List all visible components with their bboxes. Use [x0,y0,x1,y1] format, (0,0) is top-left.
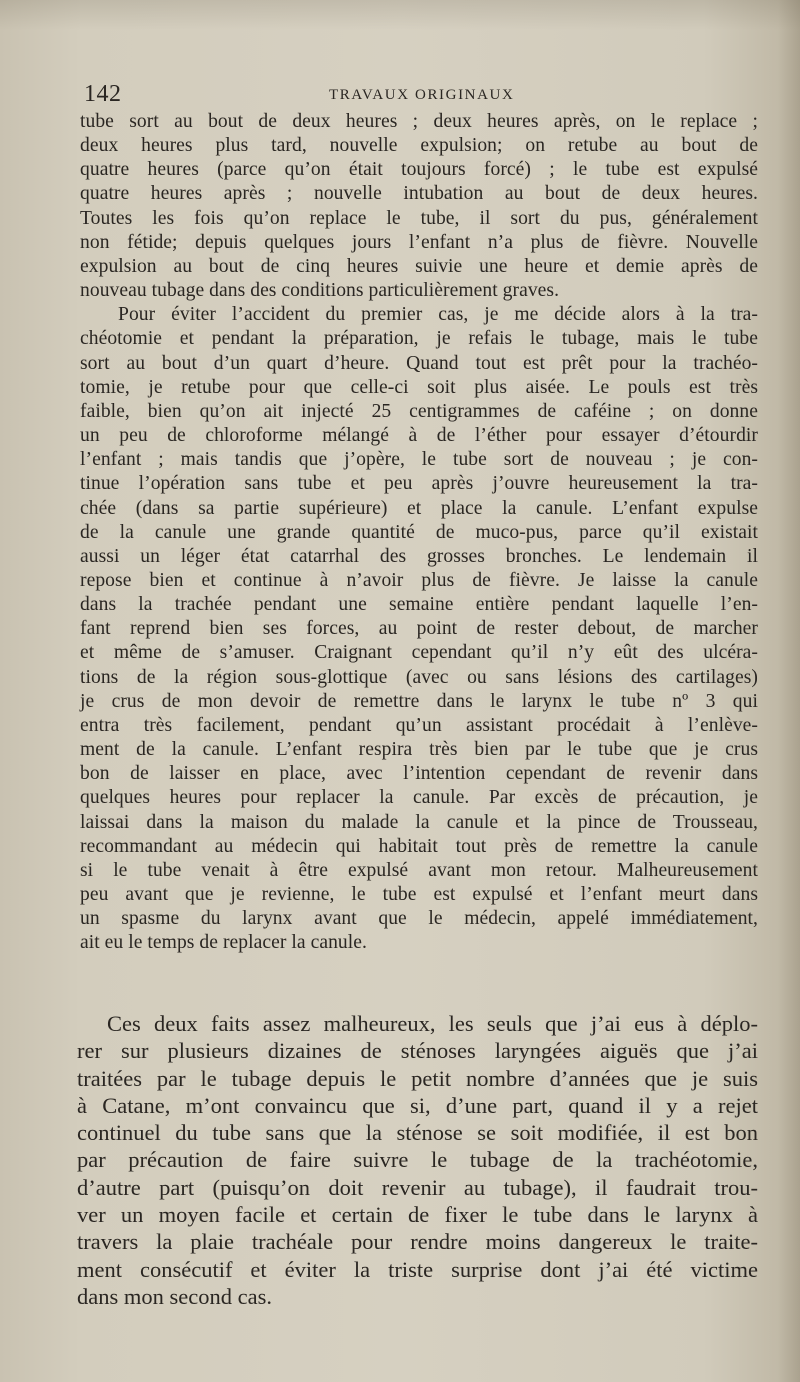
text-line: et même de s’amuser. Craignant cependant qu’il n’y eût des ulcéra- [80,642,758,664]
text-line: chée (dans sa partie supérieure) et place la canule. L’enfant expulse [80,497,758,519]
text-line: rer sur plusieurs dizaines de sténoses laryngées aiguës que j’ai [77,1038,758,1064]
text-line: je crus de mon devoir de remettre dans le larynx le tube nº 3 qui [80,690,758,712]
text-line: tube sort au bout de deux heures ; deux heures après, on le replace ; [80,111,758,132]
text-line: quatre heures après ; nouvelle intubation au bout de deux heures. [80,183,758,205]
text-line: aussi un léger état catarrhal des grosses bronches. Le lendemain il [80,545,758,567]
text-line: quatre heures (parce qu’on était toujours forcé) ; le tube est expulsé [80,159,758,181]
text-line: d’autre part (puisqu’on doit revenir au tubage), il faudrait trou- [77,1174,758,1200]
text-line: dans la trachée pendant une semaine entière pendant laquelle l’en- [80,594,758,616]
text-line: peu avant que je revienne, le tube est expulsé et l’enfant meurt dans [80,884,758,905]
paragraph-1 [80,110,758,303]
text-line: à Catane, m’ont convaincu que si, d’une part, quand il y a rejet [77,1092,758,1118]
text-line: l’enfant ; mais tandis que j’opère, le tube sort de nouveau ; je con- [80,449,758,471]
page-number: 142 [84,81,122,107]
text-line: continuel du tube sans que la sténose se soit modifiée, il est bon [77,1120,758,1146]
running-head: TRAVAUX ORIGINAUX [329,87,515,103]
text-line: bon de laisser en place, avec l’intention cependant de revenir dans [80,763,758,785]
text-line: dans mon second cas. [77,1283,272,1309]
text-line: sort au bout d’un quart d’heure. Quand tout est prêt pour la trachéo- [80,352,758,374]
page-gutter-shadow [778,0,800,1382]
text-line: un spasme du larynx avant que le médecin, appelé immédiatement, [80,908,758,930]
page-header [84,81,724,109]
page-top-shadow [0,0,800,30]
text-line: repose bien et continue à n’avoir plus de fièvre. Je laisse la canule [80,569,758,591]
closing-text [77,1010,758,1310]
text-line: nouveau tubage dans des conditions particulièrement graves. [80,280,560,302]
text-line: deux heures plus tard, nouvelle expulsion; on retube au bout de [80,135,758,157]
text-line: fant reprend bien ses forces, au point de rester debout, de marcher [80,618,758,640]
text-line: tinue l’opération sans tube et peu après j’ouvre heureusement la tra- [80,473,758,495]
text-line: faible, bien qu’on ait injecté 25 centigrammes de caféine ; on donne [80,400,758,422]
text-line: par précaution de faire suivre le tubage de la trachéotomie, [77,1147,758,1173]
paragraph-3 [77,1010,758,1310]
text-line: un peu de chloroforme mélangé à de l’éther pour essayer d’étourdir [80,425,758,447]
body-text [80,110,758,955]
text-line: chéotomie et pendant la préparation, je refais le tubage, mais le tube [80,328,758,350]
text-line: ment consécutif et éviter la triste surprise dont j’ai été victime [77,1256,758,1282]
text-line: de la canule une grande quantité de muco-pus, parce qu’il existait [80,521,758,543]
text-line: traitées par le tubage depuis le petit nombre d’années que je suis [77,1065,758,1091]
paragraph-2 [80,303,758,955]
text-line: ver un moyen facile et certain de fixer le tube dans le larynx à [77,1202,758,1228]
text-line: ment de la canule. L’enfant respira très bien par le tube que je crus [80,739,758,761]
text-line: tions de la région sous-glottique (avec ou sans lésions des cartilages) [80,666,758,688]
text-line: entra très facilement, pendant qu’un assistant procédait à l’enlève- [80,714,758,736]
text-line: ait eu le temps de replacer la canule. [80,932,367,954]
text-line: laissai dans la maison du malade la canule et la pince de Trousseau, [80,811,758,833]
text-line: tomie, je retube pour que celle-ci soit plus aisée. Le pouls est très [80,376,758,398]
text-line: expulsion au bout de cinq heures suivie une heure et demie après de [80,255,758,277]
text-line: Ces deux faits assez malheureux, les seuls que j’ai eus à déplo- [107,1011,758,1036]
text-line: si le tube venait à être expulsé avant mon retour. Malheureusement [80,859,758,881]
text-line: Toutes les fois qu’on replace le tube, il sort du pus, généralement [80,207,758,229]
text-line: recommandant au médecin qui habitait tout près de remettre la canule [80,835,758,857]
text-line: non fétide; depuis quelques jours l’enfant n’a plus de fièvre. Nouvelle [80,231,758,253]
text-line: Pour éviter l’accident du premier cas, je me décide alors à la tra- [118,304,758,326]
text-line: quelques heures pour replacer la canule. Par excès de précaution, je [80,787,758,809]
text-line: travers la plaie trachéale pour rendre moins dangereux le traite- [77,1229,758,1255]
